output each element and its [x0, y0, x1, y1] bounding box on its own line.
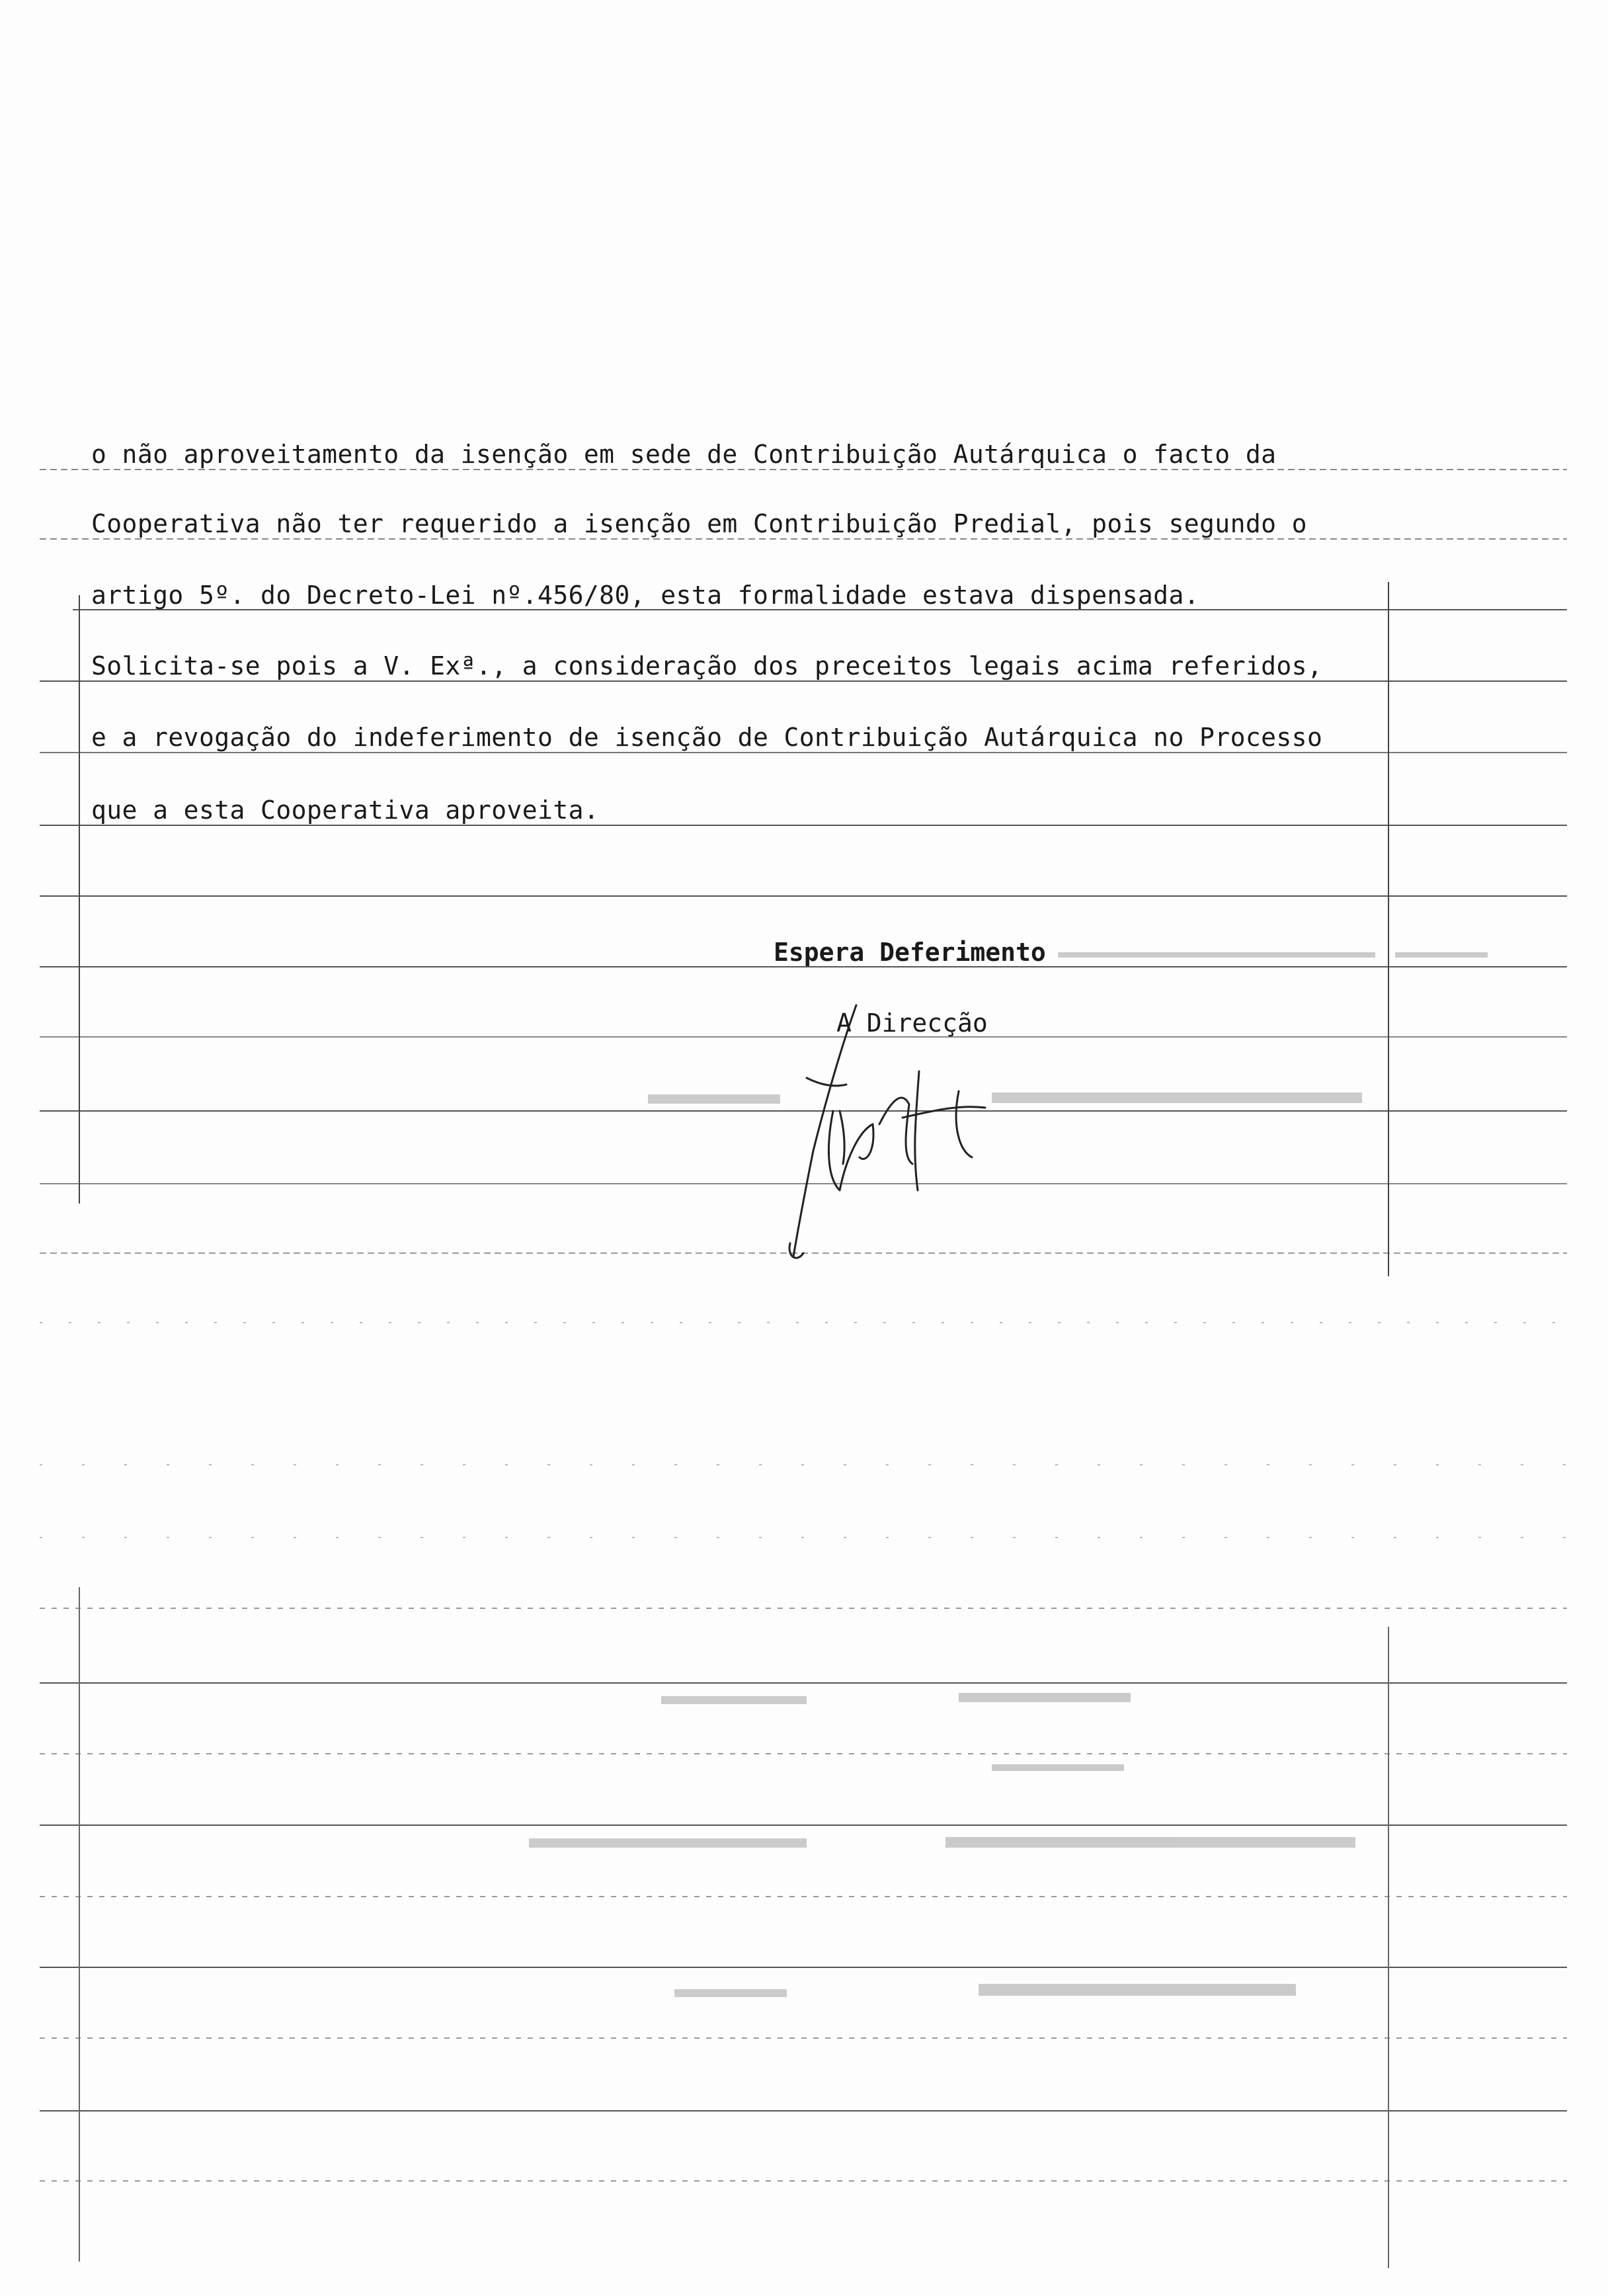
body-line-3: artigo 5º. do Decreto-Lei nº.456/80, esta formalidade estava dispensada.	[91, 581, 1200, 610]
body-line-2: Cooperativa não ter requerido a isenção em Contribuição Predial, pois segundo o	[91, 509, 1307, 538]
sender-text: A Direcção	[836, 1008, 988, 1038]
body-line-4: Solicita-se pois a V. Exª., a consideração dos preceitos legais acima referidos,	[91, 651, 1323, 680]
body-line-6: que a esta Cooperativa aproveita.	[91, 796, 600, 825]
body-line-1: o não aproveitamento da isenção em sede de Contribuição Autárquica o facto da	[91, 440, 1277, 469]
closing-text: Espera Deferimento	[774, 938, 1046, 967]
body-line-5: e a revogação do indeferimento de isenção de Contribuição Autárquica no Processo	[91, 723, 1323, 752]
signature-image	[760, 992, 1012, 1270]
